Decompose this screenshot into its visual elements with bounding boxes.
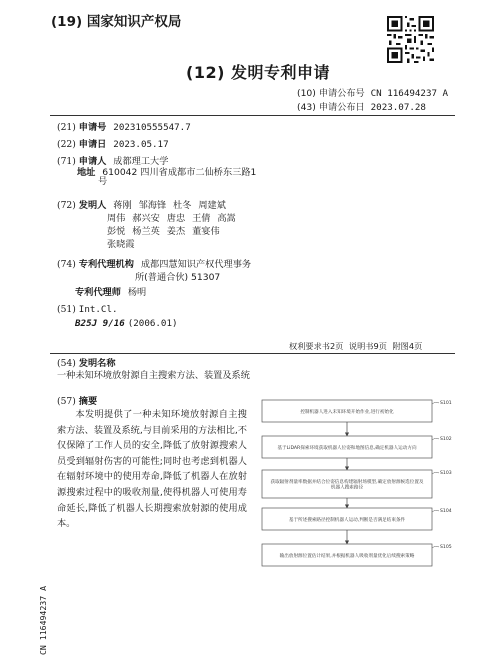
flow-step-text: 控制机器人进入未知环境开始作业,进行初始化 <box>300 409 394 415</box>
field-code: (54) <box>57 358 76 369</box>
applicant-address <box>77 168 256 186</box>
flow-step-text: 基于LiDAR探索环境获取机器人位姿和地图信息,确定机器人运动方向 <box>277 445 417 451</box>
agency-line-1: 成都四慧知识产权代理事务 <box>140 259 252 270</box>
field-code: (22) <box>57 139 76 150</box>
flow-step-text: 输出放射源位置估计结果,并根据机器人吸收剂量优化后续搜索策略 <box>279 553 415 559</box>
field-code: (21) <box>57 122 76 133</box>
publication-date-label: (43) 申请公布日 <box>297 102 365 113</box>
abstract-text: 本发明提供了一种未知环境放射源自主搜索方法、装置及系统,与目前采用的方法相比,不仅保障了工作人员的安全,降低了放射源搜索人员受到辐射伤害的可能性;同时也考虑到机器人在辐射环境中的使用寿命,降低了机器人在放射源搜索过程中的吸收剂量,使得机器人可使用寿命延长,降低了机器人长期搜索放射源的使用成本。 <box>57 409 247 530</box>
qr-code <box>387 16 434 63</box>
field-code: (57) <box>57 396 76 407</box>
publication-date <box>297 103 426 112</box>
ipc-code-value: B25J 9/16 <box>75 318 125 329</box>
publication-number-value: CN 116494237 A <box>370 88 449 99</box>
flow-step-text: 机器人搜索路径 <box>330 485 364 491</box>
ipc-code <box>75 317 178 330</box>
flow-step-s103 <box>262 470 452 498</box>
field-label: 申请号 <box>78 122 107 133</box>
field-label: 摘要 <box>78 396 98 407</box>
flow-step-s104 <box>262 508 452 530</box>
flow-step-leader <box>432 402 439 404</box>
publication-date-value: 2023.07.28 <box>370 102 426 113</box>
ipc-date: (2006.01) <box>127 318 178 329</box>
side-number-text: CN 116494237 A <box>38 585 48 655</box>
office-name: (19) 国家知识产权局 <box>51 14 182 30</box>
field-code: (51) <box>57 304 76 315</box>
flow-step-s101 <box>262 400 452 422</box>
field-label: 申请人 <box>78 156 107 167</box>
field-code: (71) <box>57 156 76 167</box>
invention-title: 一种未知环境放射源自主搜索方法、装置及系统 <box>57 370 250 381</box>
application-number <box>57 121 191 134</box>
inventors-line-2-text: 周伟 郝兴安 唐忠 王倩 高嵩 <box>107 213 236 224</box>
document-type: (12) 发明专利申请 <box>186 63 330 82</box>
inventors-line-3 <box>107 225 220 238</box>
inventors-line-1: 蒋刚 邹海锋 杜冬 周建斌 <box>113 200 226 211</box>
field-label: 发明名称 <box>78 358 116 369</box>
application-number-value: 202310555547.7 <box>113 122 191 133</box>
address-line-1: 610042 四川省成都市二仙桥东三路1 <box>102 167 257 178</box>
inventors-line-4 <box>107 238 135 251</box>
flow-step-text: 获取辐射剂量率数据并结合位姿信息构建辐射场模型,确定放射源候选位置及 <box>270 480 424 485</box>
qr-code-image <box>387 16 434 63</box>
publication-number-label: (10) 申请公布号 <box>297 88 365 99</box>
flow-step-id: S103 <box>440 471 452 476</box>
inventors-line-3-text: 彭悦 杨兰英 姜杰 董宴伟 <box>107 226 220 237</box>
field-label: 专利代理师 <box>75 287 121 298</box>
flow-step-leader <box>432 438 439 440</box>
flow-step-id: S101 <box>440 401 452 406</box>
field-label: 申请日 <box>78 139 107 150</box>
flow-step-id: S102 <box>440 437 452 442</box>
flow-step-leader <box>432 546 439 548</box>
application-date-value: 2023.05.17 <box>113 139 169 150</box>
flow-step-id: S104 <box>440 509 452 514</box>
classification <box>57 303 118 316</box>
field-label: 专利代理机构 <box>78 259 134 270</box>
inventors-line-4-text: 张晓霞 <box>107 239 135 250</box>
flow-step-leader <box>432 510 439 512</box>
application-date <box>57 138 169 151</box>
field-label: 地址 <box>77 167 96 178</box>
inventors-line-2 <box>107 212 236 225</box>
flowchart <box>258 398 458 578</box>
field-code: (74) <box>57 259 76 270</box>
page-counts: 权利要求书2页 说明书9页 附图4页 <box>289 341 423 351</box>
patent-agent <box>75 286 146 299</box>
address-line-2: 号 <box>98 176 108 188</box>
agency-line-2 <box>135 271 220 284</box>
inventors <box>57 199 226 212</box>
agency-line-2-text: 所(普通合伙) 51307 <box>135 272 221 283</box>
field-label: Int.Cl. <box>78 304 118 315</box>
counts-divider <box>50 353 455 354</box>
publication-number <box>297 89 448 98</box>
agency <box>57 258 251 271</box>
header-divider <box>50 115 455 116</box>
flow-step-s102 <box>262 436 452 458</box>
flow-step-id: S105 <box>440 545 452 550</box>
flow-step-s105 <box>262 544 452 566</box>
applicant-name: 成都理工大学 <box>113 156 169 167</box>
field-code: (72) <box>57 200 76 211</box>
flow-step-leader <box>432 472 439 474</box>
flow-step-text: 基于所述搜索路径控制机器人运动,判断是否满足结束条件 <box>288 517 406 523</box>
side-publication-number <box>38 535 50 655</box>
patent-agent-name: 杨明 <box>127 287 147 298</box>
field-label: 发明人 <box>78 200 107 211</box>
abstract-figure <box>258 398 458 578</box>
